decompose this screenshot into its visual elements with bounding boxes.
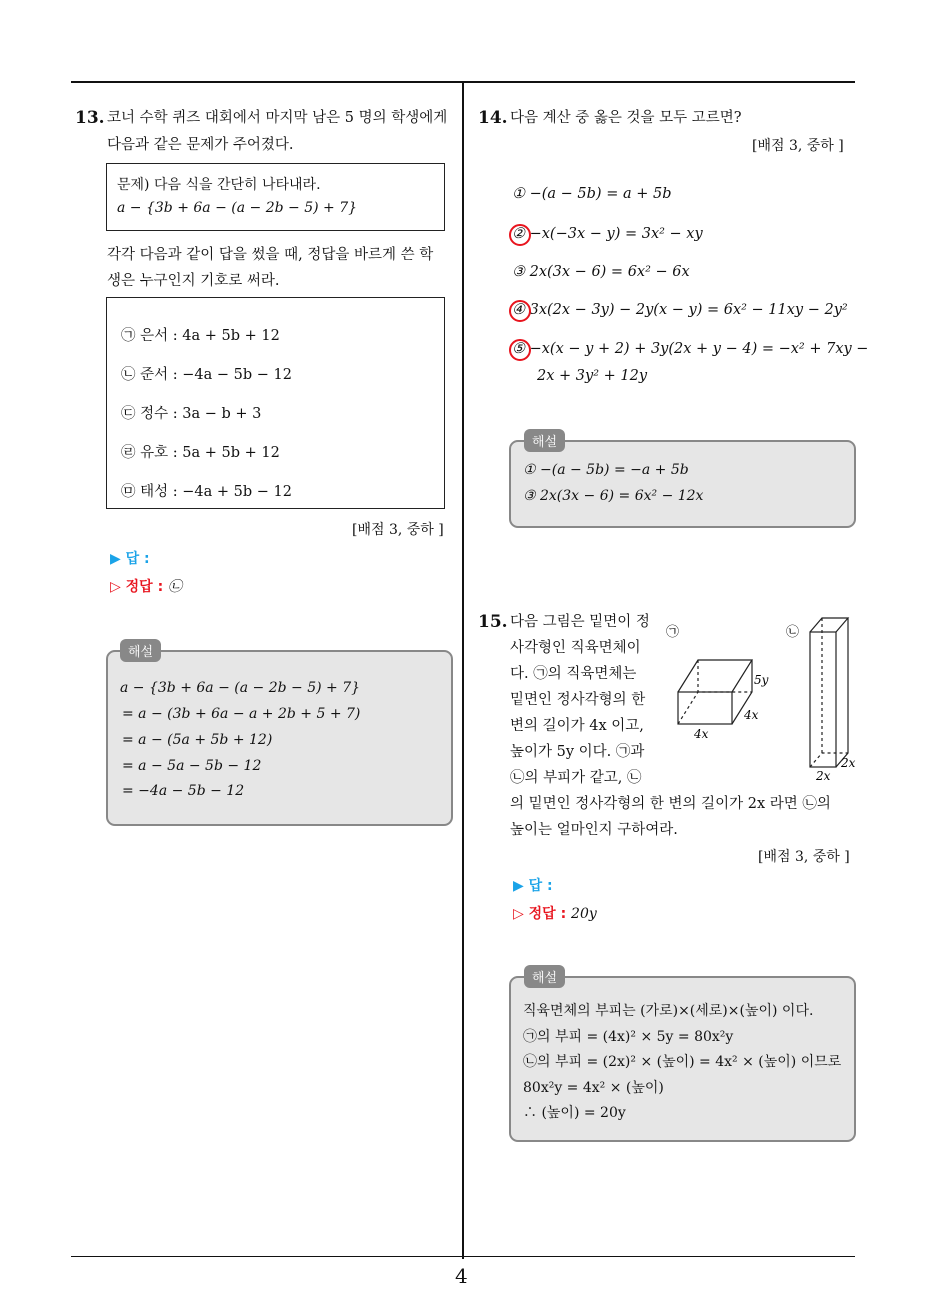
fig-label-w1: 4x (694, 727, 709, 741)
q15-meta: [배점 3, 중하 ] (758, 849, 850, 865)
q15-stem-line5: 변의 길이가 4x 이고, (510, 718, 644, 734)
q13-problem-line1: 문제) 다음 식을 간단히 나타내라. (117, 177, 321, 193)
q15-correct-label: ▷ 정답 : (513, 906, 567, 922)
fig-label-d2: 2x (841, 756, 856, 770)
page-number: 4 (455, 1264, 468, 1288)
column-divider (462, 81, 464, 1259)
q14-circle-mark-4 (509, 300, 531, 322)
q13-meta: [배점 3, 중하 ] (352, 522, 444, 538)
q13-solution-line2: = a − (3b + 6a − a + 2b + 5 + 7) (122, 706, 361, 722)
q13-choice-2[interactable]: ㉡ 준서 : −4a − 5b − 12 (121, 367, 292, 383)
q13-choice-1[interactable]: ㉠ 은서 : 4a + 5b + 12 (121, 328, 280, 344)
q14-choice-2[interactable]: ② −x(−3x − y) = 3x² − xy (512, 226, 703, 242)
q14-choice-1[interactable]: ① −(a − 5b) = a + 5b (512, 186, 672, 202)
q13-solution-line1: a − {3b + 6a − (a − 2b − 5) + 7} (120, 680, 361, 696)
fig-label-d1: 4x (744, 708, 759, 722)
q15-stem-line3: 다. ㉠의 직육면체는 (510, 666, 637, 682)
q15-stem-full1: 의 밑면인 정사각형의 한 변의 길이가 2x 라면 ㉡의 (510, 796, 831, 812)
fig-label-w2: 2x (816, 769, 831, 783)
q15-solution-line2: ㉠의 부피 = (4x)² × 5y = 80x²y (523, 1029, 734, 1045)
box-a-front (678, 692, 732, 724)
q15-correct (513, 903, 597, 923)
box-b-right (836, 618, 848, 767)
q14-choice-4[interactable]: ④ 3x(2x − 3y) − 2y(x − y) = 6x² − 11xy − 2y² (512, 302, 848, 318)
box-b-top (810, 618, 848, 632)
q13-choices-box (106, 297, 445, 509)
q14-solution-line2: ③ 2x(3x − 6) = 6x² − 12x (523, 488, 704, 504)
q14-circle-mark-5 (509, 339, 531, 361)
box-a-top (678, 660, 752, 692)
fig-label-a: ㉠ (666, 625, 680, 640)
q15-stem-line2: 사각형인 직육면체이 (510, 640, 641, 656)
q13-choice-3[interactable]: ㉢ 정수 : 3a − b + 3 (121, 406, 262, 422)
q15-solution-line4: 80x²y = 4x² × (높이) (523, 1080, 664, 1096)
q15-solution-box (509, 976, 856, 1142)
q15-stem-line6: 높이가 5y 이다. ㉠과 (510, 744, 645, 760)
q14-solution-box (509, 440, 856, 528)
q13-choice-5[interactable]: ㉤ 태성 : −4a + 5b − 12 (121, 484, 292, 500)
q15-solution-line3: ㉡의 부피 = (2x)² × (높이) = 4x² × (높이) 이므로 (523, 1054, 842, 1070)
box-a-hidden (678, 692, 752, 724)
q13-correct (110, 576, 182, 596)
q15-answer-label: ▶ 답 : (513, 878, 553, 894)
fig-label-h1: 5y (754, 673, 769, 687)
q13-solution-line5: = −4a − 5b − 12 (122, 783, 245, 799)
q15-solution-tag: 해설 (524, 965, 565, 988)
q15-solution-line1: 직육면체의 부피는 (가로)×(세로)×(높이) 이다. (523, 1003, 814, 1019)
q13-number: 13. (75, 108, 105, 128)
q14-meta: [배점 3, 중하 ] (752, 138, 844, 154)
q13-stem-line2: 다음과 같은 문제가 주어졌다. (107, 137, 294, 153)
q13-problem-box (106, 163, 445, 231)
q15-stem-line1: 다음 그림은 밑면이 정 (510, 614, 650, 630)
q13-solution-line4: = a − 5a − 5b − 12 (122, 758, 262, 774)
q15-number: 15. (478, 612, 508, 632)
q13-answer-label: ▶ 답 : (110, 551, 150, 567)
q15-stem-line4: 밑면인 정사각형의 한 (510, 692, 646, 708)
q13-instruction-line1: 각각 다음과 같이 답을 썼을 때, 정답을 바르게 쓴 학 (107, 247, 434, 263)
q15-stem-full2: 높이는 얼마인지 구하여라. (510, 822, 678, 838)
q14-choice-5-cont: 2x + 3y² + 12y (537, 368, 648, 384)
q13-solution-line3: = a − (5a + 5b + 12) (122, 732, 273, 748)
q15-figure (660, 612, 860, 787)
q14-number: 14. (478, 108, 508, 128)
q13-choice-4[interactable]: ㉣ 유호 : 5a + 5b + 12 (121, 445, 280, 461)
q14-choice-5[interactable]: ⑤ −x(x − y + 2) + 3y(2x + y − 4) = −x² + 7xy − (512, 341, 869, 357)
q13-stem-line1: 코너 수학 퀴즈 대회에서 마지막 남은 5 명의 학생에게 (107, 110, 448, 126)
q14-stem: 다음 계산 중 옳은 것을 모두 고르면? (510, 110, 742, 126)
q14-solution-tag: 해설 (524, 429, 565, 452)
fig-label-b: ㉡ (786, 625, 800, 640)
box-b-front (810, 632, 836, 767)
q15-correct-value: 20y (571, 906, 597, 922)
q13-solution-tag: 해설 (120, 639, 161, 662)
q15-stem-line7: ㉡의 부피가 같고, ㉡ (510, 770, 642, 786)
q13-solution-box (106, 650, 453, 826)
q13-instruction-line2: 생은 누구인지 기호로 써라. (107, 273, 280, 289)
q15-solution-line5: ∴ (높이) = 20y (523, 1105, 626, 1121)
q13-problem-line2: a − {3b + 6a − (a − 2b − 5) + 7} (117, 200, 358, 216)
q14-choice-3[interactable]: ③ 2x(3x − 6) = 6x² − 6x (512, 264, 690, 280)
q13-correct-value: ㉡ (168, 579, 183, 595)
q14-solution-line1: ① −(a − 5b) = −a + 5b (523, 462, 689, 478)
bottom-rule (71, 1256, 855, 1257)
q14-circle-mark-2 (509, 224, 531, 246)
q13-correct-label: ▷ 정답 : (110, 579, 164, 595)
